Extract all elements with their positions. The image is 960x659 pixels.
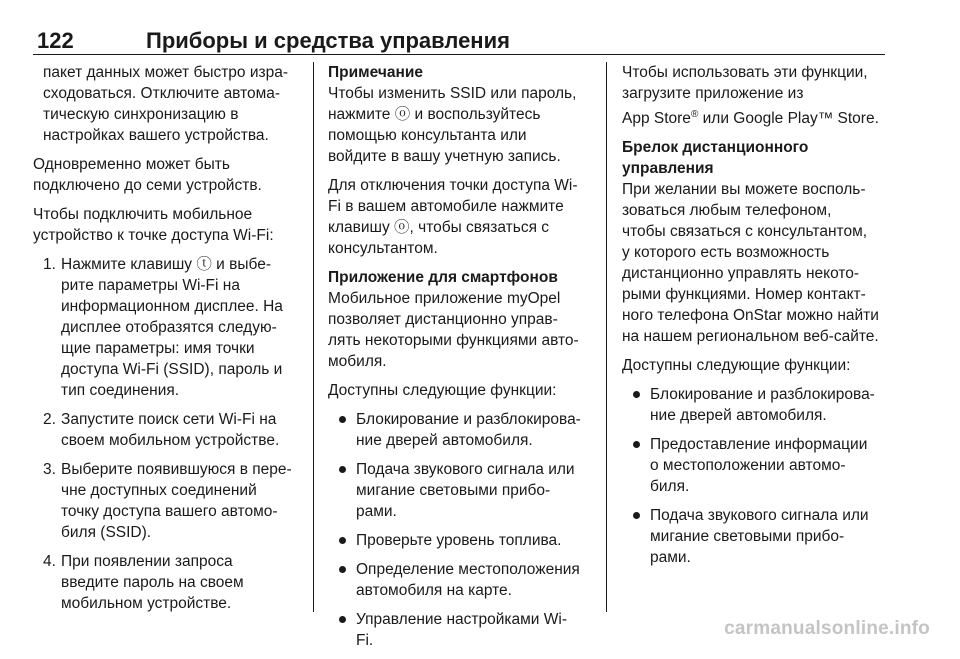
store-name-rest: или Google Play™ Store. — [698, 110, 879, 128]
paragraph: Доступны следующие функции: — [622, 357, 851, 375]
bullet-text: Предоставление информации о местоположении автомо- биля. — [650, 436, 868, 496]
step-text: Запустите поиск сети Wi-Fi на своем мобильном устройстве. — [61, 411, 280, 449]
step-text: Нажмите клавишу ⓣ и выбе- рите параметры Wi-Fi на информационном дисплее. На дисплее отобразятся следую- щие параметры: имя точки доступа Wi-Fi (SSID), пароль и тип соединения. — [61, 256, 283, 399]
steps-list — [33, 254, 295, 614]
list-item — [622, 434, 888, 497]
note-text: Чтобы изменить SSID или пароль, нажмите ⓞ и воспользуйтесь помощью консультанта или войдите в вашу учетную запись. — [328, 85, 577, 165]
bullet-text: Подача звукового сигнала или мигание световыми прибо- рами. — [356, 461, 575, 520]
column-divider — [606, 62, 607, 612]
bullet-icon — [339, 566, 346, 573]
bullet-icon — [339, 616, 346, 623]
page-number: 122 — [37, 28, 74, 53]
list-item — [328, 609, 594, 651]
note-box — [328, 62, 594, 167]
bullet-text: Подача звукового сигнала или мигание световыми прибо- рами. — [650, 507, 869, 567]
section-heading: Приложение для смартфонов — [328, 269, 558, 286]
paragraph — [622, 62, 888, 129]
paragraph: Доступны следующие функции: — [328, 382, 557, 399]
step-number: 4. — [43, 553, 56, 570]
list-item — [328, 559, 594, 601]
page-header — [33, 10, 885, 55]
step-text: Выберите появившуюся в пере- чне доступных соединений точку доступа вашего автомо- биля (SSID). — [61, 461, 292, 541]
note-title: Примечание — [328, 64, 423, 81]
paragraph: Чтобы подключить мобильное устройство к точке доступа Wi-Fi: — [33, 206, 274, 244]
paragraph: Одновременно может быть подключено до семи устройств. — [33, 156, 262, 194]
column-2 — [328, 62, 594, 659]
column-3 — [622, 62, 888, 576]
column-divider — [313, 62, 314, 612]
bullet-icon — [633, 512, 640, 519]
bullet-text: Блокирование и разблокирова- ние дверей автомобиля. — [650, 386, 875, 425]
list-item — [33, 459, 295, 543]
step-number: 3. — [43, 461, 56, 478]
step-text: При появлении запроса введите пароль на своем мобильном устройстве. — [61, 553, 244, 612]
section — [328, 267, 594, 372]
list-item — [33, 551, 295, 614]
column-1 — [33, 62, 295, 622]
step-number: 2. — [43, 411, 56, 428]
paragraph: Для отключения точки доступа Wi- Fi в вашем автомобиле нажмите клавишу ⓞ, чтобы связаться с консультантом. — [328, 177, 578, 257]
bullet-icon — [633, 441, 640, 448]
list-item — [328, 530, 594, 551]
list-item — [622, 384, 888, 426]
bullet-text: Управление настройками Wi- Fi. — [356, 611, 567, 649]
continued-text: пакет данных может быстро изра- сходоваться. Отключите автома- тическую синхронизацию в настройках вашего устройства. — [43, 64, 289, 144]
paragraph: Мобильное приложение myOpel позволяет дистанционно управ- лять некоторыми функциями авто- мобиля. — [328, 290, 579, 370]
section — [622, 137, 888, 347]
bullet-icon — [339, 416, 346, 423]
bullet-list — [328, 409, 594, 651]
list-item — [622, 505, 888, 568]
list-item — [33, 254, 295, 401]
bullet-icon — [633, 391, 640, 398]
section-heading: Брелок дистанционного управления — [622, 139, 809, 178]
list-item — [33, 409, 295, 451]
registered-mark: ® — [690, 109, 699, 120]
list-item — [328, 409, 594, 451]
list-item — [328, 459, 594, 522]
bullet-icon — [339, 466, 346, 473]
running-title: Приборы и средства управления — [146, 28, 510, 53]
watermark: carmanualsonline.info — [724, 618, 930, 639]
bullet-icon — [339, 537, 346, 544]
step-number: 1. — [43, 256, 56, 273]
bullet-text: Блокирование и разблокирова- ние дверей автомобиля. — [356, 411, 581, 449]
store-name: App Store — [622, 110, 691, 128]
paragraph: При желании вы можете восполь- зоваться любым телефоном, чтобы связаться с консультантом, у которого есть возможность дистанционно управлять некото- рыми функциями. Номер контакт- ного телефона OnStar можно найти на нашем региональном веб-сайте. — [622, 181, 879, 346]
bullet-list — [622, 384, 888, 568]
paragraph-text: Чтобы использовать эти функции, загрузите приложение из — [622, 64, 868, 102]
bullet-text: Проверьте уровень топлива. — [356, 532, 562, 549]
bullet-text: Определение местоположения автомобиля на карте. — [356, 561, 580, 599]
